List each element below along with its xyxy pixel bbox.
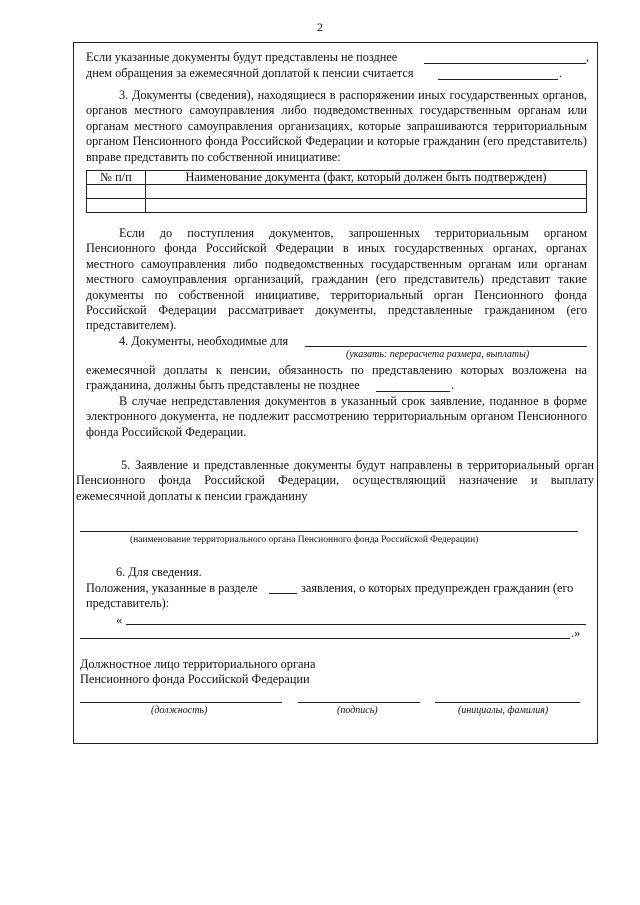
application-date-field[interactable] <box>438 79 558 80</box>
section-6-title: 6. Для сведения. <box>116 565 202 579</box>
caption-name: (инициалы, фамилия) <box>458 705 549 716</box>
page-number: 2 <box>317 20 323 34</box>
table-cell-number[interactable] <box>87 185 146 199</box>
caption-signature: (подпись) <box>337 705 378 716</box>
section-6-section-number-field[interactable] <box>269 593 297 594</box>
intro-comma: , <box>586 50 590 64</box>
official-line-2: Пенсионного фонда Российской Федерации <box>80 672 310 686</box>
section-4-note: В случае непредставления документов в указанный срок заявление, поданное в форме электронного документа, не подлежит рассмотрению территориальным органом Пенсионного фонда Российской Федерации. <box>86 394 587 439</box>
table-header-row <box>87 171 587 185</box>
table-cell-number[interactable] <box>87 199 146 213</box>
section-5-text: 5. Заявление и представленные документы будут направлены в территориальный орган Пенсионного фонда Российской Федерации, осуществляющий назначение и выплату ежемесячной доплаты к пенсии гражданину <box>76 458 594 503</box>
section-4-period: . <box>451 378 455 392</box>
section-3-after-table: Если до поступления документов, запрошенных территориальным органом Пенсионного фонда Российской Федерации в иных государственных органах, органах местного самоуправления либо подведомственных государственным органам или органам местного самоуправления организаций, гражданин (его представитель) представит такие документы по собственной инициативе, территориальный орган Пенсионного фонда Российской Федерации рассматривает документы, представленные гражданином (его представителем). <box>86 226 587 333</box>
section-3-text: 3. Документы (сведения), находящиеся в распоряжении иных государственных органов, органов местного самоуправления либо подведомственных государственным органам или органам местного самоуправления организациях, которые запрашиваются территориальным органом Пенсионного фонда Российской Федерации и которые гражданин (его представитель) вправе представить по собственной инициативе: <box>86 88 587 164</box>
table-header-document: Наименование документа (факт, который должен быть подтвержден) <box>146 171 587 185</box>
section-6-line-c: представитель): <box>86 596 170 610</box>
section-4-lead: 4. Документы, необходимые для <box>119 334 289 348</box>
pension-fund-office-field[interactable] <box>80 531 578 532</box>
section-4-purpose-field[interactable] <box>305 346 587 347</box>
official-position-field[interactable] <box>80 702 282 703</box>
intro-period: . <box>559 66 563 80</box>
caption-position: (должность) <box>151 705 208 716</box>
official-signature-field[interactable] <box>298 702 420 703</box>
table-row[interactable] <box>87 199 587 213</box>
deadline-date-field[interactable] <box>424 63 586 64</box>
table-cell-document[interactable] <box>146 185 587 199</box>
provisions-text-field-2[interactable] <box>80 638 570 639</box>
official-line-1: Должностное лицо территориального органа <box>80 657 316 671</box>
open-quote: « <box>116 613 123 627</box>
table-row[interactable] <box>87 185 587 199</box>
close-quote: .» <box>571 626 581 640</box>
section-6-line-b: заявления, о которых предупрежден гражданин (его <box>301 581 574 595</box>
section-4-continuation: ежемесячной доплаты к пенсии, обязанность по представлению которых возложена на гражданина, должны быть представлены не позднее <box>86 363 587 393</box>
section-5-caption: (наименование территориального органа Пенсионного фонда Российской Федерации) <box>130 535 479 545</box>
official-name-field[interactable] <box>435 702 580 703</box>
section-6-line-a: Положения, указанные в разделе <box>86 581 258 595</box>
intro-line-2: днем обращения за ежемесячной доплатой к пенсии считается <box>86 66 414 80</box>
provisions-text-field-1[interactable] <box>126 624 586 625</box>
section-4-deadline-field[interactable] <box>376 391 450 392</box>
intro-line-1: Если указанные документы будут представлены не позднее <box>86 50 398 64</box>
table-header-number: № п/п <box>87 171 146 185</box>
section-4-caption: (указать: перерасчета размера, выплаты) <box>346 349 530 360</box>
documents-table <box>86 170 587 213</box>
table-cell-document[interactable] <box>146 199 587 213</box>
